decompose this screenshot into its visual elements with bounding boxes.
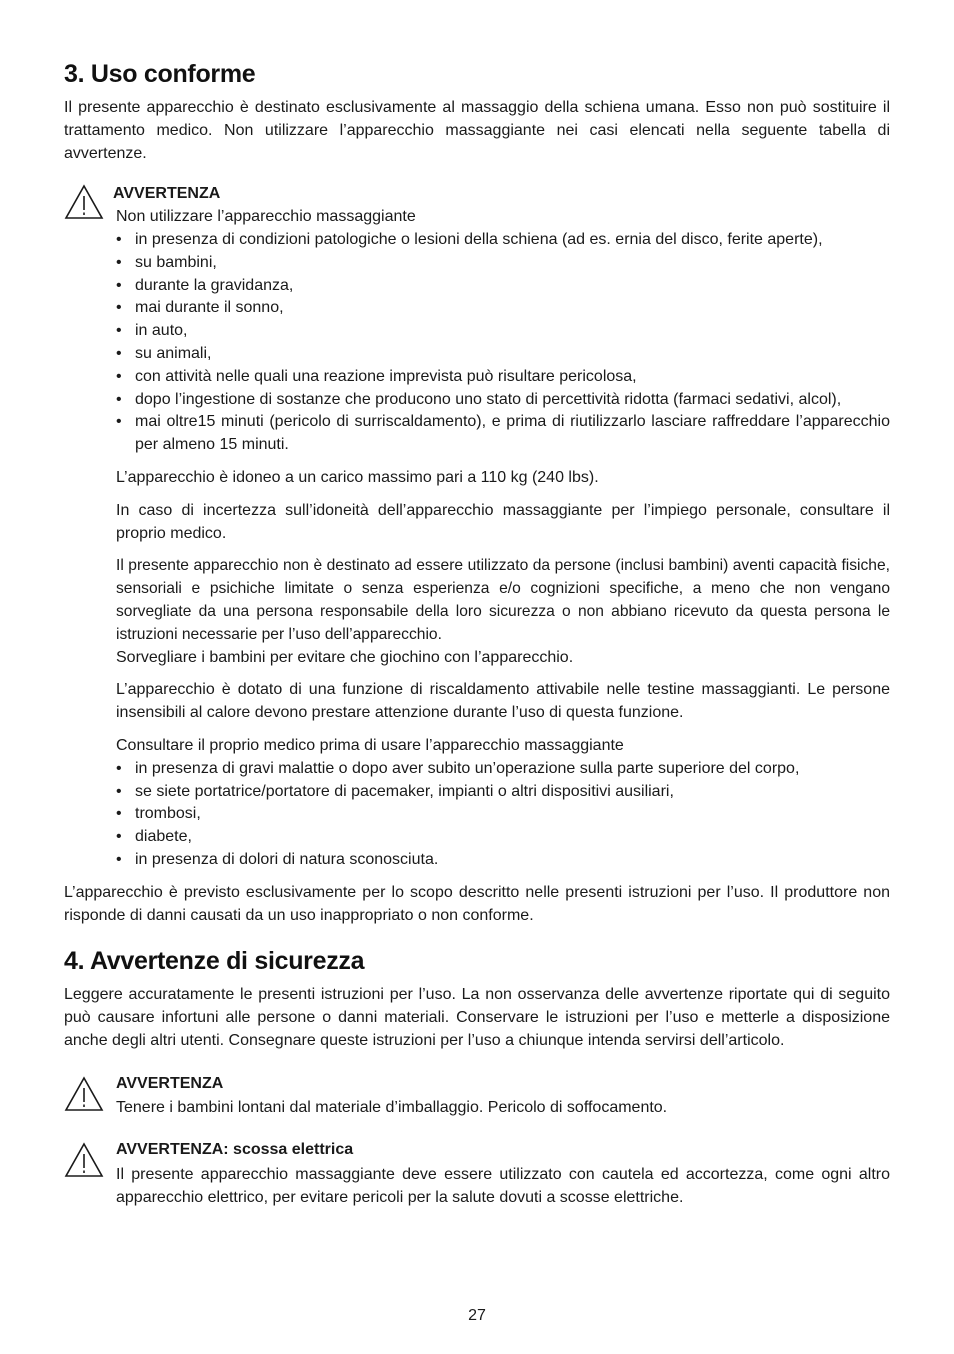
warning-text: Il presente apparecchio massaggiante deve essere utilizzato con cautela ed accortezza, come ogni altro apparecchio elettrico, per evitare pericoli per la salute dovuti a scosse elettriche.: [116, 1166, 890, 1206]
warning-block-packaging: [64, 1073, 890, 1121]
max-load-text: L’apparecchio è idoneo a un carico massimo pari a 110 kg (240 lbs).: [116, 468, 599, 486]
list-item: • se siete portatrice/portatore di pacemaker, impianti o altri dispositivi ausiliari,: [116, 782, 674, 800]
warning-block-electric-shock: [64, 1139, 890, 1209]
warning-lead: Non utilizzare l’apparecchio massaggiante: [116, 208, 416, 226]
restricted-persons-text: Il presente apparecchio non è destinato ad essere utilizzato da persone (inclusi bambini) aventi capacità fisiche, sensoriali e psichiche limitate o senza esperienza e/o cognizioni specifiche, a meno che non vengano sorvegliate da una persona responsabile della loro sicurezza o non abbiano ricevuto da questa persona le istruzioni necessarie per l’uso dell’apparecchio.: [116, 557, 890, 643]
heating-function-text: L’apparecchio è dotato di una funzione di riscaldamento attivabile nelle testine massaggianti. Le persone insensibili al calore devono prestare attenzione durante l’uso di questa funzione.: [116, 681, 890, 722]
list-item: • su animali,: [116, 344, 212, 362]
list-item: • in presenza di dolori di natura sconosciuta.: [116, 850, 439, 868]
warning-triangle-icon: [64, 184, 104, 220]
list-item: • mai durante il sonno,: [116, 299, 284, 317]
page-number: 27: [468, 1307, 486, 1324]
warning-title: AVVERTENZA: [113, 185, 221, 203]
warning-text: Tenere i bambini lontani dal materiale d’imballaggio. Pericolo di soffocamento.: [116, 1099, 668, 1117]
warning-triangle-icon: [64, 1076, 104, 1112]
warning-title: AVVERTENZA: [116, 1074, 224, 1092]
list-item: • mai oltre15 minuti (pericolo di surriscaldamento), e prima di riutilizzarlo lasciare raffreddare l’apparecchio per almeno 15 minuti.: [116, 413, 890, 454]
section-4-heading: 4. Avvertenze di sicurezza: [64, 947, 365, 976]
list-item: • in auto,: [116, 322, 188, 340]
section-3-closing: L’apparecchio è previsto esclusivamente per lo scopo descritto nelle presenti istruzioni per l’uso. Il produttore non risponde di danni causati da un uso inappropriato o non conforme.: [64, 883, 890, 924]
list-item: • durante la gravidanza,: [116, 276, 294, 294]
list-item: • dopo l’ingestione di sostanze che producono uno stato di percettività ridotta (farmaci sedativi, alcol),: [116, 390, 842, 408]
list-item: • diabete,: [116, 828, 192, 846]
warning-block-usage: [64, 183, 890, 871]
doubt-consult-text: In caso di incertezza sull’idoneità dell’apparecchio massaggiante per l’impiego personale, consultare il proprio medico.: [116, 501, 890, 542]
section-3-heading: 3. Uso conforme: [64, 60, 256, 88]
section-3-intro: Il presente apparecchio è destinato esclusivamente al massaggio della schiena umana. Esso non può sostituire il trattamento medico. Non utilizzare l’apparecchio massaggiante nei casi elencati nella seguente tabella di avvertenze.: [64, 99, 890, 162]
list-item: • in presenza di condizioni patologiche o lesioni della schiena (ad es. ernia del disco, ferite aperte),: [116, 230, 823, 248]
list-item: • in presenza di gravi malattie o dopo aver subito un’operazione sulla parte superiore del corpo,: [116, 759, 800, 777]
list-item: • con attività nelle quali una reazione imprevista può risultare pericolosa,: [116, 367, 637, 385]
list-item: • su bambini,: [116, 253, 217, 271]
consult-doctor-lead: Consultare il proprio medico prima di usare l’apparecchio massaggiante: [116, 736, 624, 754]
warning-title: AVVERTENZA: scossa elettrica: [116, 1141, 354, 1159]
list-item: • trombosi,: [116, 805, 201, 823]
consult-conditions-list: [116, 758, 890, 872]
contraindication-list: [116, 229, 890, 457]
document-page: [64, 56, 890, 1210]
supervise-children-text: Sorvegliare i bambini per evitare che giochino con l’apparecchio.: [116, 648, 574, 666]
section-4-intro: Leggere accuratamente le presenti istruzioni per l’uso. La non osservanza delle avvertenze riportate qui di seguito può causare infortuni alle persone o danni materiali. Conservare le istruzioni per l’uso e metterle a disposizione anche degli altri utenti. Consegnare queste istruzioni per l’uso a chiunque intenda servirsi dell’articolo.: [64, 986, 890, 1049]
warning-triangle-icon: [64, 1142, 104, 1178]
